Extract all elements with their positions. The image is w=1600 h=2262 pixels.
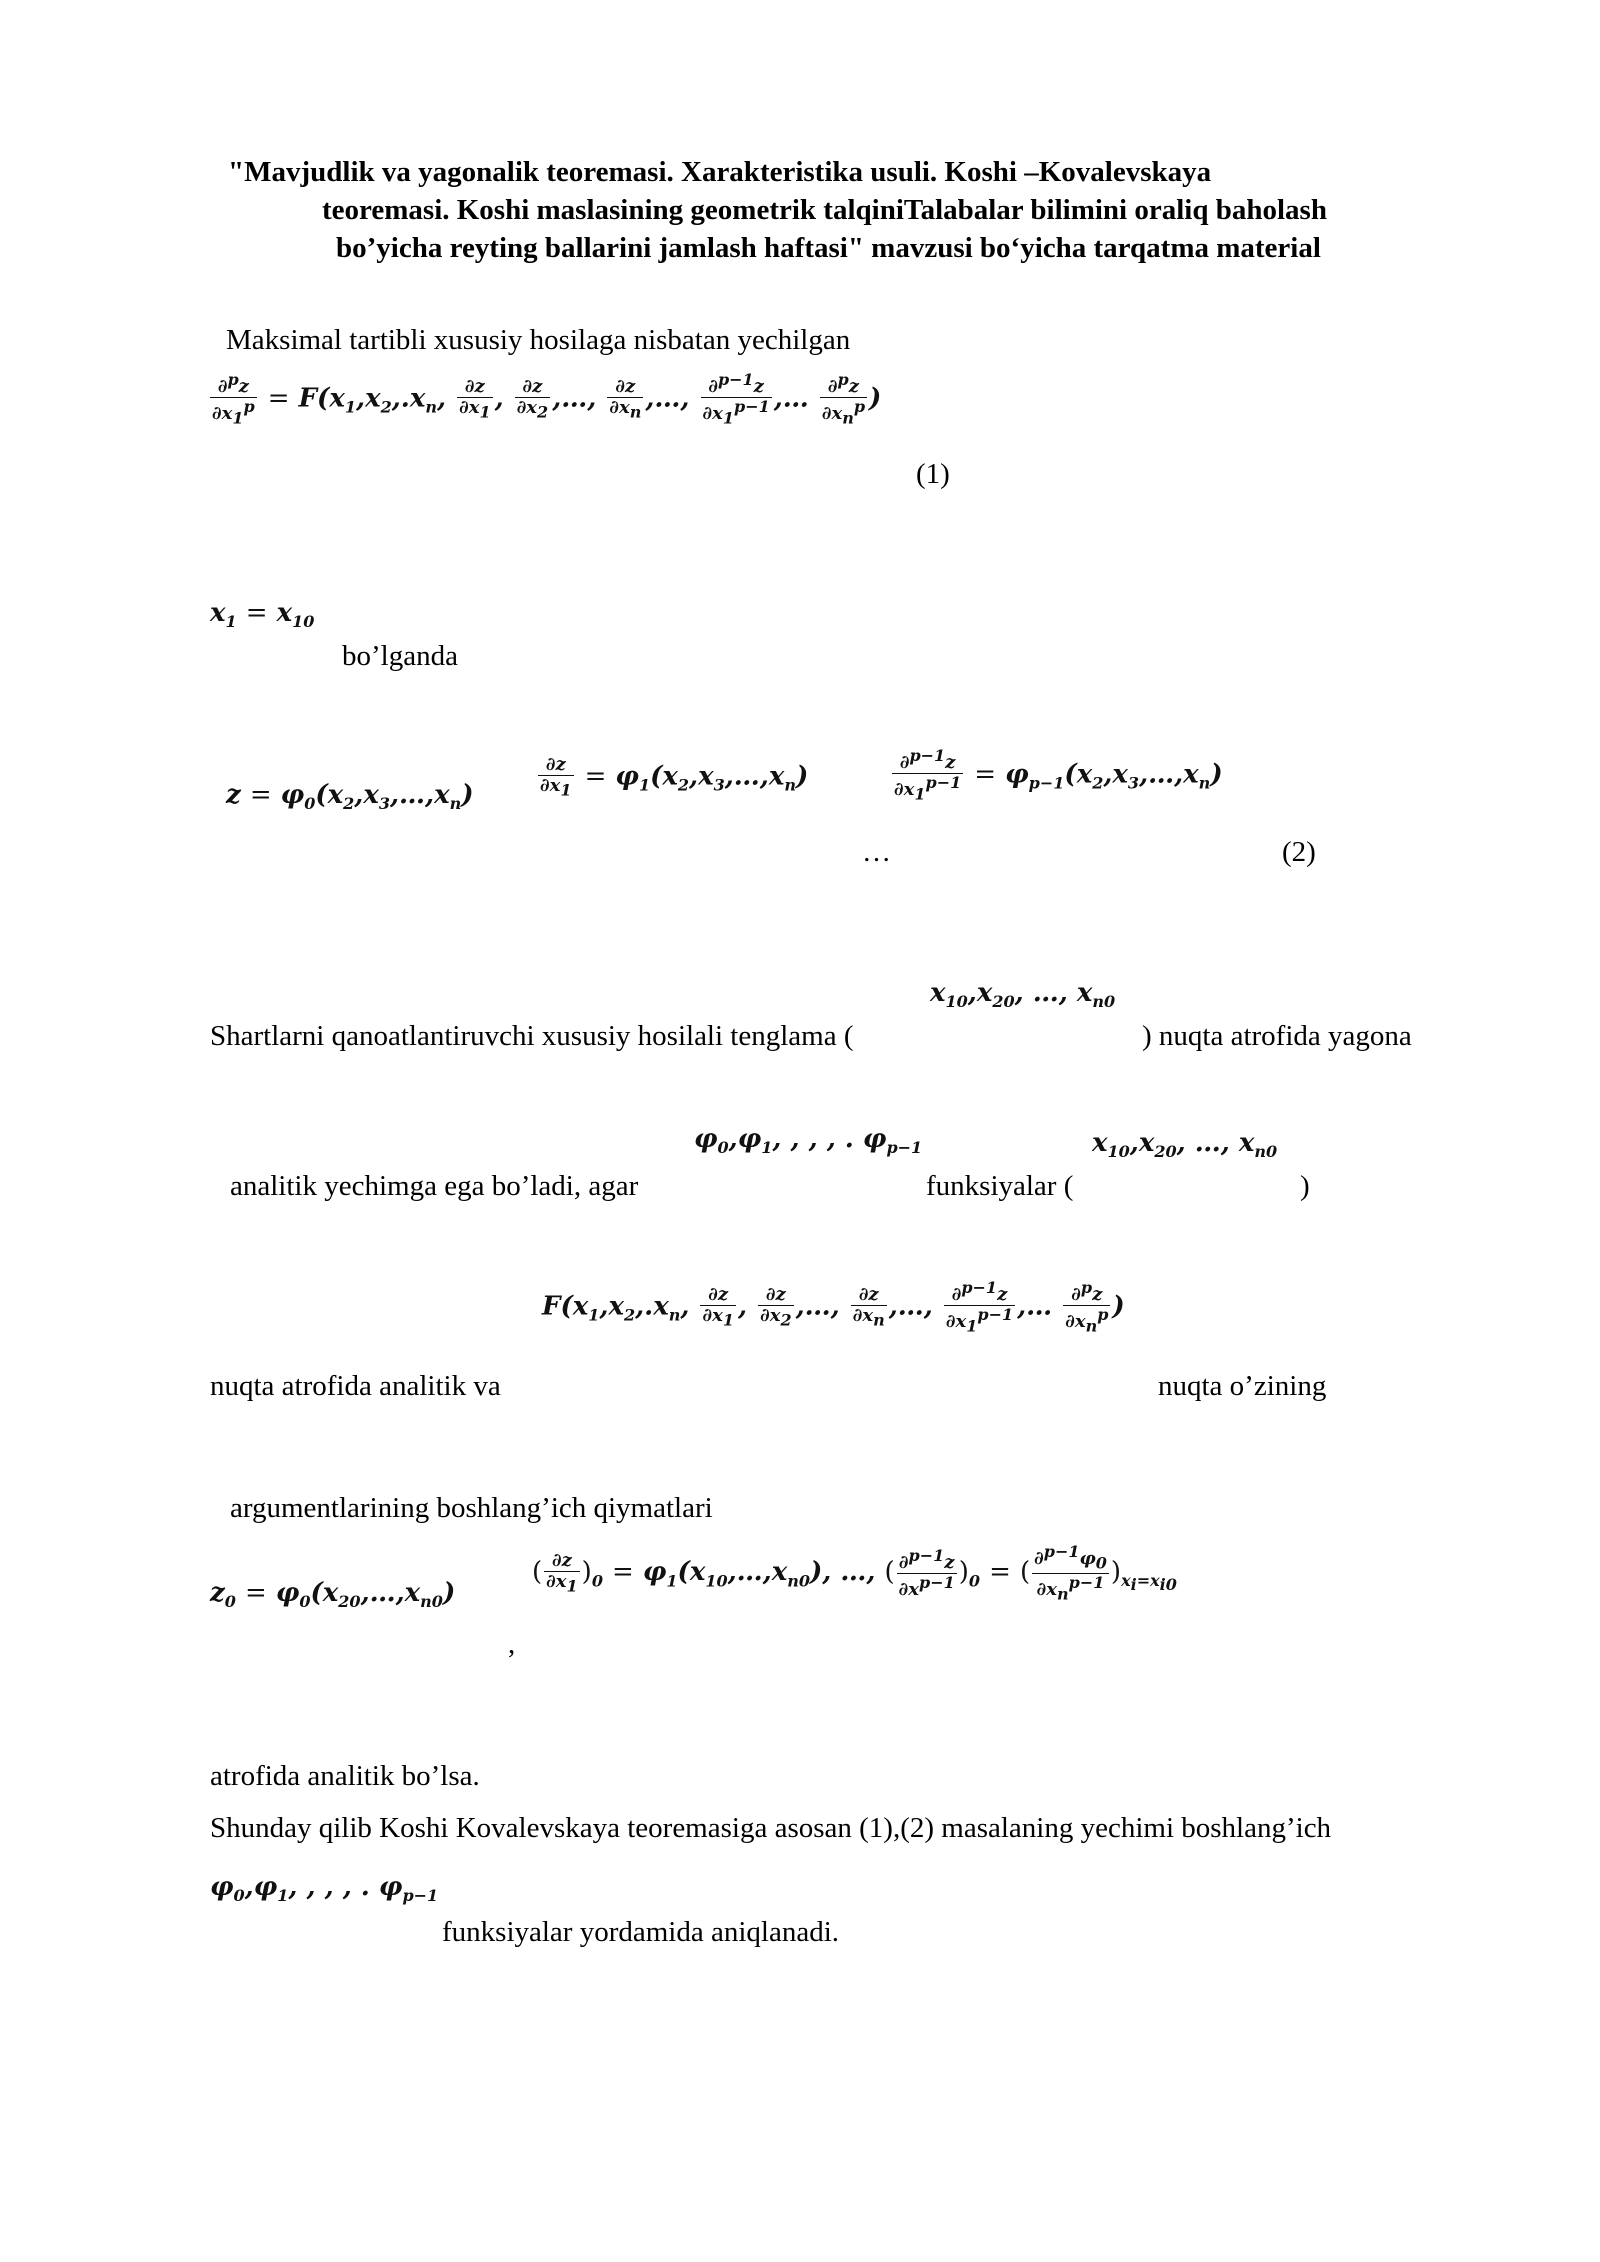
equation-2-number: (2) [1282,836,1316,868]
paragraph-analytic-if: atrofida analitik bo’lsa. [210,1760,480,1792]
title-line-2: teoremasi. Koshi maslasining geometrik talqiniTalabalar bilimini oraliq baholash [322,194,1327,226]
paragraph-determined: funksiyalar yordamida aniqlanadi. [442,1916,840,1948]
phi-functions-inline-2: $\varphi_0,\varphi_1$, , , , . $\varphi_{p-1}$ [210,1872,439,1906]
paragraph-conditions-left: Shartlarni qanoatlantiruvchi xususiy hosilali tenglama ( [210,1020,854,1052]
phi-functions-inline-1: $\varphi_0,\varphi_1$, , , , . $\varphi_{p-1}$ [694,1124,923,1158]
paragraph-conditions-right: ) nuqta atrofida yagona [1142,1020,1412,1052]
equation-2-phi1: $\frac{\partial z}{\partial x_1}$ = $\varphi_1(x_2,x_3,\dots,x_n)$ [540,754,809,800]
paragraph-analytic-mid: funksiyalar ( [926,1170,1074,1202]
equation-initial-line: $x_1 = x_{10}$ [210,598,315,632]
equation-initial-z0: $z_0$ = $\varphi_0(x_{20},\dots,x_{n0})$ [210,1578,456,1612]
equation-F: $F(x_1,x_2,.x_n$, $\frac{\partial z}{\partial x_1}$ , $\frac{\partial z}{\partial x_2}$ ,…, $\frac{\partial z}{\partial x_n}$ ,…, $\frac{\partial^{p-1}z}{\partial x_1^{p-1}}$ ,… $\frac{\partial^pz}{\partial x_n^p}$ ) [542,1278,1125,1336]
paragraph-analytic-left: analitik yechimga ega bo’ladi, agar [230,1170,639,1202]
paragraph-conclusion: Shunday qilib Koshi Kovalevskaya teoremasiga asosan (1),(2) masalaning yechimi boshlang’ich [210,1812,1332,1844]
point-x0-inline-2: $x_{10},x_{20}$, …, $x_{n0}$ [1092,1128,1278,1162]
title-line-1: "Mavjudlik va yagonalik teoremasi. Xarakteristika usuli. Koshi –Kovalevskaya [228,156,1212,188]
paragraph-neighborhood-left: nuqta atrofida analitik va [210,1370,501,1402]
paragraph-arguments: argumentlarining boshlang’ich qiymatlari [230,1492,713,1524]
equation-2-phip: $\frac{\partial^{p-1}z}{\partial x_1^{p-1}}$ = $\varphi_{p-1}(x_2,x_3,\dots,x_n)$ [894,746,1223,804]
equation-comma: , [508,1628,516,1660]
paragraph-neighborhood-right: nuqta o’zining [1158,1370,1327,1402]
equation-2-phi0: $z = \varphi_0(x_2,x_3,\dots,x_n)$ [226,780,474,814]
paragraph-intro: Maksimal tartibli xususiy hosilaga nisbatan yechilgan [226,324,851,356]
point-x0-inline-1: $x_{10},x_{20}$, …, $x_{n0}$ [930,978,1116,1012]
equation-initial-derivatives: ( $\frac{\partial z}{\partial x_1}$ )$_0$ = $\varphi_1(x_{10},\dots,x_{n0})$, …, ( $\frac{\partial^{p-1}z}{\partial x^{p-1}}$ )$_0$ = ( $\frac{\partial^{p-1}\varphi_0}{\partial x_n^{p-1}}$ )$_{x_i=x_{i0}}$ [532,1542,1177,1604]
paragraph-when: bo’lganda [342,640,458,672]
equation-1: $\frac{\partial^pz}{\partial x_1^p}$ = $F(x_1,x_2,.x_n$, $\frac{\partial z}{\partial x_1}$ , $\frac{\partial z}{\partial x_2}$ ,…, $\frac{\partial z}{\partial x_n}$ ,…, $\frac{\partial^{p-1}z}{\partial x_1^{p-1}}$ ,… $\frac{\partial^pz}{\partial x_n^p}$ ) [212,370,882,428]
title-line-3: bo’yicha reyting ballarini jamlash haftasi" mavzusi bo‘yicha tarqatma material [336,232,1321,264]
equation-1-number: (1) [916,458,950,490]
paragraph-analytic-right: ) [1300,1170,1310,1202]
equation-2-ellipsis: … [862,836,891,868]
